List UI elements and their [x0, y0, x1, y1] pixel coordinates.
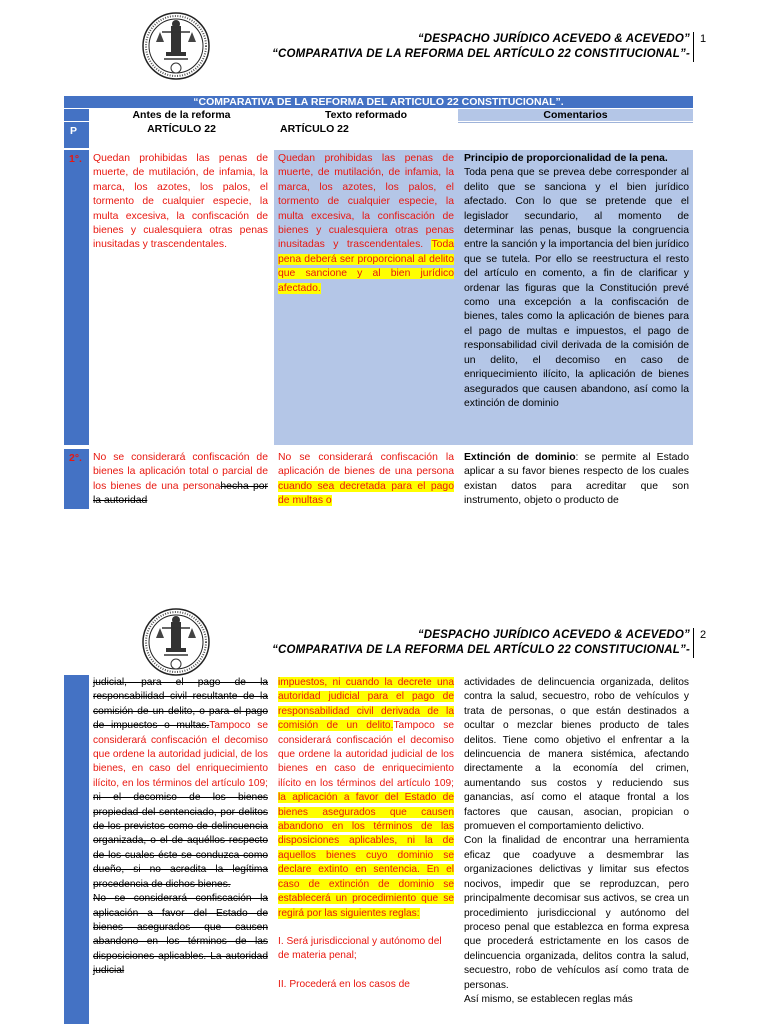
row2-text-before-continued	[89, 675, 271, 1024]
legal-seal-icon	[142, 12, 210, 80]
row2-before-deleted: hecha por la autoridad	[93, 480, 268, 507]
row2-reformed-addition: cuando sea decretada para el pago de multas o	[278, 480, 454, 507]
header-firm-name: “DESPACHO JURÍDICO ACEVEDO & ACEVEDO”	[417, 33, 690, 45]
row2-comment-continued	[458, 675, 693, 1024]
reformed-addition-2: la aplicación a favor del Estado de bienes asegurados que causen abandono en los términos de las disposiciones aplicables, ni la de aquellos bienes cuyo dominio se declare extinto en sentencia. En el caso de extinción de dominio se establecerá un procedimiento que se regirá por las siguientes reglas:	[278, 792, 454, 919]
row2-comment-body: : se permite al Estado aplicar a su favor bienes respecto de los cuales existan datos para acreditar que son instrumento, objeto o producto de	[464, 452, 689, 507]
reformed-text-1: Tampoco se considerará confiscación el decomiso que ordene la autoridad judicial de los bienes en caso de enriquecimiento ilícito en los términos del artículo 109;	[278, 720, 454, 789]
header-document-title: “COMPARATIVA DE LA REFORMA DEL ARTÍCULO 22 CONSTITUCIONAL”-	[272, 48, 690, 60]
row-label-2-continued	[64, 675, 89, 1024]
document-header	[272, 628, 690, 658]
row1-reformed-addition: Toda pena deberá ser proporcional al delito que sancione y al bien jurídico afectado.	[278, 239, 454, 294]
article-label-before: ARTÍCULO 22	[147, 123, 216, 135]
row2-reformed-text: No se considerará confiscación la aplicación de bienes de una persona	[278, 452, 454, 478]
before-deleted-2: ni el decomiso de los bienes propiedad del sentenciado, por delitos de los previstos como de delincuencia organizada, o el de aquéllos respecto de los cuales éste se conduzca como dueño, si no acredita la legítima procedencia de dichos bienes.	[93, 792, 268, 890]
before-deleted-1: judicial, para el pago de la responsabilidad civil resultante de la comisión de un delito, o para el pago de impuestos o multas.	[93, 677, 268, 732]
comment-paragraph-3: Así mismo, se establecen reglas más	[464, 993, 633, 1005]
reformed-addition-1: impuestos, ni cuando la decrete una autoridad judicial para el pago de responsabilidad civil derivada de la comisión de un delito.	[278, 677, 454, 732]
column-header-row	[64, 109, 693, 121]
row2-text-reformed	[274, 449, 458, 509]
row1-comment-body: Toda pena que se prevea debe corresponder al delito que se sanciona y el bien jurídico afectado. Con lo que se pretende que el legislador secundario, al momento de determinar las penas, busque la congruencia entre la sanción y la importancia del bien jurídico que se tutela. Por ello se reestructura el resto del artículo en comento, a fin de clarificar y ordenar las figuras que la Constitución prevé como una excepción a la confiscación de bienes, tales como la aplicación de bienes para el pago de multas e impuestos, el pago de responsabilidad civil derivada de la comisión de un delito, el decomiso en caso de enriquecimiento ilícito, la aplicación de bienes asegurados que causen abandono, así como la extinción de dominio	[464, 167, 689, 409]
table-title: “COMPARATIVA DE LA REFORMA DEL ARTICULO 22 CONSTITUCIONAL”.	[64, 96, 693, 108]
before-deleted-3: No se considerará confiscación la aplicación a favor del Estado de bienes asegurados que causen abandono en los términos de las disposiciones aplicables. La autoridad judicial	[93, 893, 268, 977]
row-label-cell	[64, 109, 89, 121]
header-document-title: “COMPARATIVA DE LA REFORMA DEL ARTÍCULO 22 CONSTITUCIONAL”-	[272, 644, 690, 656]
reformed-rule-2: II. Procederá en los casos de	[278, 978, 410, 990]
column-header-comments: Comentarios	[458, 109, 693, 121]
page-number: 1	[693, 32, 706, 62]
comment-paragraph-2: Con la finalidad de encontrar una herramienta eficaz que coadyuve a desmembrar las organizaciones delictivas y limitar sus efectos nocivos, impedir que se reproduzcan, pero principalmente decomisar sus activos, se crea un procedimiento jurisdiccional y autónomo del proceso penal que establezca en forma expresa que procederá estrictamente en los casos de delincuencia organizada, delitos contra la salud, secuestro, robo de vehículos así como trata de personas.	[464, 835, 689, 991]
row2-comment-title: Extinción de dominio	[464, 452, 576, 463]
legal-seal-icon	[142, 608, 210, 676]
column-header-reformed: Texto reformado	[324, 109, 408, 121]
comments-blank-cell	[458, 122, 693, 148]
row2-text-before	[89, 449, 271, 509]
comment-paragraph-1: actividades de delincuencia organizada, delitos contra la salud, secuestro, robo de vehículos y trata de personas, o que están destinados a ocultar o mezclar bienes producto de tales delitos. Tiene como objetivo el enfrentar a la delincuencia de manera sistémica, afectando directamente a la economía del crimen, aumentando sus costos y reduciendo sus ganancias, así como el ataque frontal a los factores que causan, asocian, propician o promueven el comportamiento delictivo.	[464, 677, 689, 833]
before-text-1: Tampoco se considerará confiscación el decomiso que ordene la autoridad judicial, de los bienes, en caso del enriquecimiento ilícito, en los términos del artículo 109;	[93, 720, 268, 789]
row1-text-reformed	[274, 150, 458, 445]
row1-reformed-unchanged: Quedan prohibidas las penas de muerte, de mutilación, de infamia, la marca, los azotes, los palos, el tormento de cualquier especie, la multa excesiva, la confiscación de bienes y cualesquiera otras penas inusitadas y trascendentales.	[278, 153, 454, 251]
row1-comment	[458, 150, 693, 445]
article-label-reformed: ARTÍCULO 22	[280, 123, 349, 135]
row-number-1: 1°.	[69, 153, 82, 165]
header-firm-name: “DESPACHO JURÍDICO ACEVEDO & ACEVEDO”	[417, 629, 690, 641]
row-label-2	[64, 449, 89, 509]
column-header-before: Antes de la reforma	[132, 109, 231, 121]
row-number-2: 2°.	[69, 452, 82, 464]
row1-text-before: Quedan prohibidas las penas de muerte, de mutilación, de infamia, la marca, los azotes, los palos, el tormento de cualquier especie, la multa excesiva, la confiscación de bienes y cualesquiera otras penas inusitadas y trascendentales.	[93, 153, 268, 251]
row-label-p: P	[64, 122, 89, 148]
page-gap	[0, 520, 768, 600]
row-label-1	[64, 150, 89, 445]
page-number: 2	[693, 628, 706, 658]
document-header	[272, 32, 690, 62]
row2-comment	[458, 449, 693, 509]
page-2	[0, 600, 768, 1024]
row2-text-reformed-continued	[274, 675, 458, 1024]
row2-before-text: No se considerará confiscación de bienes la aplicación total o parcial de los bienes de una persona	[93, 452, 268, 492]
row1-comment-title: Principio de proporcionalidad de la pena.	[464, 153, 668, 164]
reformed-rule-1: I. Será jurisdiccional y autónomo del de materia penal;	[278, 935, 442, 962]
